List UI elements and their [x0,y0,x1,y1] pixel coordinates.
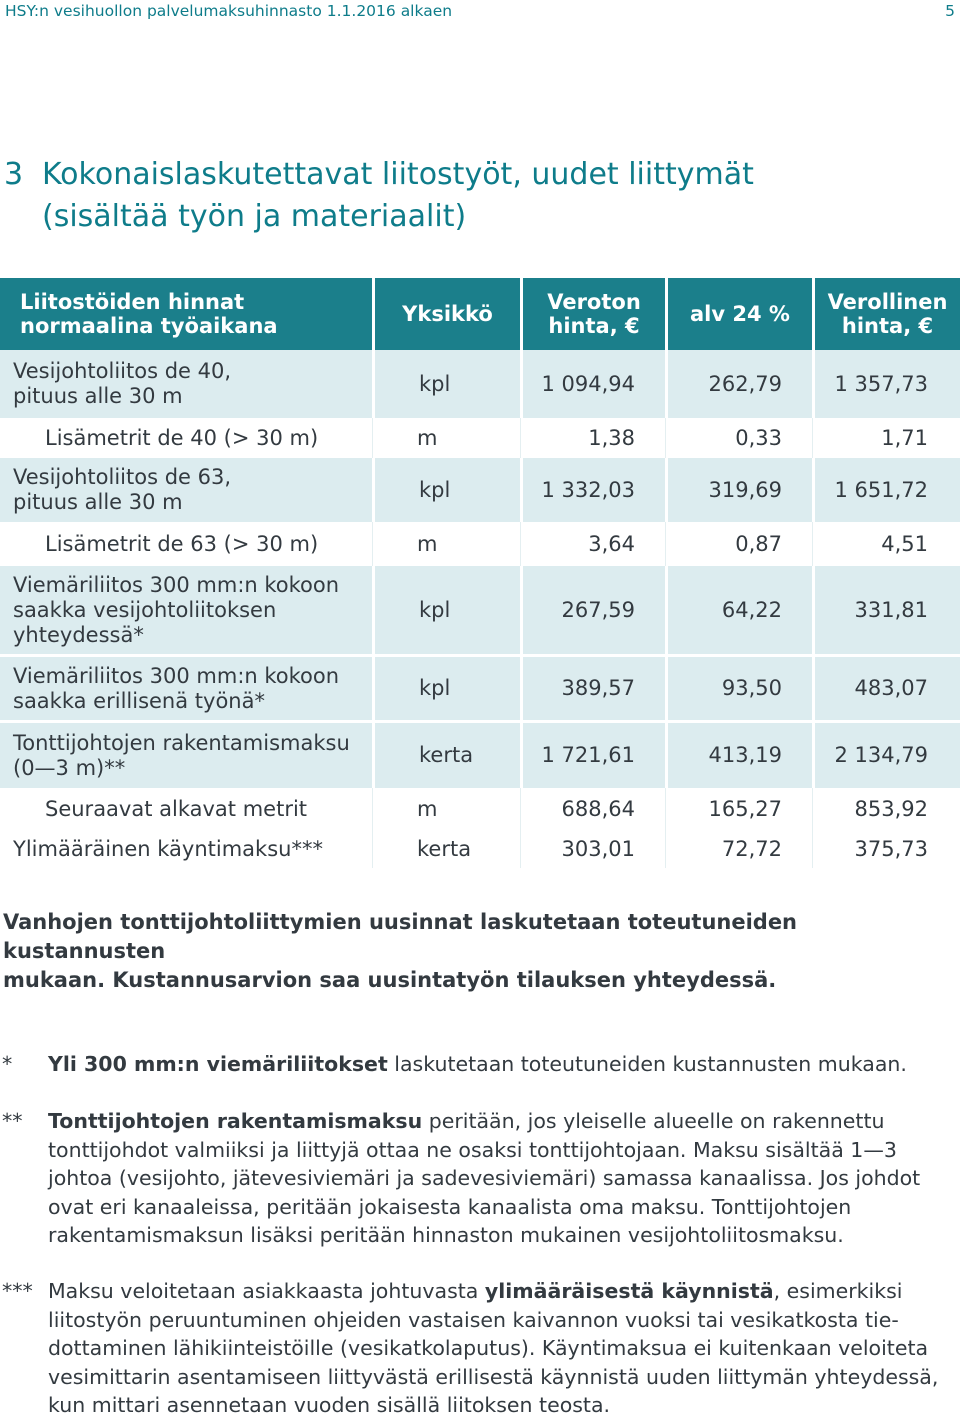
footnote-text: johtoa (vesijohto, jätevesiviemäri ja sadevesiviemäri) samassa kanaalissa. Jos johdot [48,1166,921,1190]
row-unit: kerta [372,720,520,788]
row-unit: m [372,788,520,830]
row-gross-price: 1,71 [812,418,960,458]
table-row [0,720,960,788]
row-net-price: 1 332,03 [520,458,665,522]
page-header [5,2,955,24]
row-label-line: Tonttijohtojen rakentamismaksu [13,730,350,755]
header-gross-line2: hinta, € [841,314,934,338]
table-row [0,418,960,458]
row-net-price: 267,59 [520,566,665,654]
table-row [0,654,960,720]
row-gross-price: 853,92 [812,788,960,830]
row-gross-price: 4,51 [812,522,960,566]
row-gross-price: 375,73 [812,830,960,868]
table-row [0,458,960,522]
row-label-line: Viemäriliitos 300 mm:n kokoon [13,572,340,597]
row-vat: 413,19 [665,720,812,788]
footnote-text: dottaminen lähikiinteistöille (vesikatkolaputus). Käyntimaksua ei kuitenkaan veloiteta [48,1336,929,1360]
row-label-line: Viemäriliitos 300 mm:n kokoon [13,663,340,688]
row-label: Lisämetrit de 63 (> 30 m) [45,531,319,556]
row-label: Lisämetrit de 40 (> 30 m) [45,425,319,450]
page-number: 5 [945,2,955,20]
row-gross-price: 2 134,79 [812,720,960,788]
row-unit: kpl [372,566,520,654]
row-net-price: 1 094,94 [520,350,665,418]
row-vat: 93,50 [665,654,812,720]
footnote-text: vesimittarin asentamiseen liittyvästä erillisestä käynnistä uuden liittymän yhteydessä, [48,1364,939,1389]
table-row [0,830,960,868]
renewal-note-line2: mukaan. Kustannusarvion saa uusintatyön tilauksen yhteydessä. [3,968,777,992]
footnote-text: laskutetaan toteutuneiden kustannusten mukaan. [387,1052,907,1076]
row-unit: kpl [372,654,520,720]
row-label-line: pituus alle 30 m [13,384,183,408]
footnote-2 [0,1107,955,1250]
row-vat: 0,87 [665,522,812,566]
header-net-line2: hinta, € [548,314,640,338]
footnote-text: Maksu veloitetaan asiakkaasta johtuvasta [48,1279,485,1303]
row-vat: 72,72 [665,830,812,868]
row-net-price: 688,64 [520,788,665,830]
header-service-line2: normaalina työaikana [20,314,278,338]
row-vat: 64,22 [665,566,812,654]
footnote-bold: Tonttijohtojen rakentamismaksu [48,1109,423,1133]
row-label [0,654,372,720]
document-title: HSY:n vesihuollon palvelumaksuhinnasto 1.1.2016 alkaen [5,2,453,20]
table-row [0,788,960,830]
row-net-price: 303,01 [520,830,665,868]
row-unit: m [372,522,520,566]
renewal-note [3,908,958,995]
footnote-text: peritään, jos yleiselle alueelle on rakennettu [422,1109,885,1133]
header-service [0,278,372,350]
section-title-line1: Kokonaislaskutettavat liitostyöt, uudet liittymät [42,157,754,192]
section-title-line2: (sisältää työn ja materiaalit) [42,199,467,234]
row-gross-price: 1 651,72 [812,458,960,522]
header-gross-line1: Verollinen [827,290,948,314]
row-label-line: pituus alle 30 m [13,490,183,514]
footnote-text: liitostyön peruuntuminen ohjeiden vastaisen kaivannon vuoksi tai vesikatkosta tie- [48,1307,899,1332]
row-unit: kpl [372,458,520,522]
row-gross-price: 331,81 [812,566,960,654]
row-label-line: Vesijohtoliitos de 63, [13,465,232,489]
header-vat: alv 24 % [665,278,812,350]
row-net-price: 389,57 [520,654,665,720]
table-header-row [0,278,960,350]
row-label [0,350,372,418]
header-net-price [520,278,665,350]
row-label [0,458,372,522]
row-unit: kerta [372,830,520,868]
row-gross-price: 483,07 [812,654,960,720]
row-label [0,720,372,788]
footnote-text: rakentamismaksun lisäksi peritään hinnaston mukainen vesijohtoliitosmaksu. [48,1223,844,1247]
header-net-line1: Veroton [547,290,641,314]
footnote-marker: *** [2,1279,33,1303]
footnote-bold: Yli 300 mm:n viemäriliitokset [48,1052,388,1076]
header-gross-price [812,278,960,350]
row-vat: 165,27 [665,788,812,830]
footnote-bold: ylimääräisestä käynnistä [484,1279,774,1303]
row-label-line: (0—3 m)** [13,755,126,780]
row-label-line: saakka vesijohtoliitoksen [13,597,277,622]
renewal-note-line1: Vanhojen tonttijohtoliittymien uusinnat laskutetaan toteutuneiden kustannusten [3,910,798,963]
row-label-line: yhteydessä* [13,622,144,647]
section-number: 3 [4,157,24,192]
row-label: Seuraavat alkavat metrit [45,796,308,821]
row-gross-price: 1 357,73 [812,350,960,418]
footnote-1 [0,1050,955,1079]
header-service-line1: Liitostöiden hinnat [20,290,245,314]
row-vat: 0,33 [665,418,812,458]
footnote-3 [0,1277,955,1420]
table-row [0,566,960,654]
footnote-text: kun mittari asennetaan vuoden sisällä liitoksen teosta. [48,1393,611,1417]
row-vat: 262,79 [665,350,812,418]
row-label-line: Vesijohtoliitos de 40, [13,359,232,383]
footnote-text: tonttijohdot valmiiksi ja liittyjä ottaa ne osaksi tonttijohtojaan. Maksu sisältää 1—3 [48,1137,897,1162]
row-label-line: saakka erillisenä työnä* [13,688,265,713]
footnote-marker: * [2,1052,13,1076]
price-table [0,278,960,868]
footnote-text: , esimerkiksi [773,1279,903,1303]
row-vat: 319,69 [665,458,812,522]
table-row [0,522,960,566]
row-net-price: 1,38 [520,418,665,458]
row-label: Ylimääräinen käyntimaksu*** [13,836,323,861]
row-label [0,566,372,654]
row-net-price: 1 721,61 [520,720,665,788]
footnote-marker: ** [2,1109,23,1133]
footnote-text: ovat eri kanaaleissa, peritään jokaisesta kanaalista oma maksu. Tonttijohtojen [48,1194,852,1219]
row-net-price: 3,64 [520,522,665,566]
header-unit: Yksikkö [372,278,520,350]
row-unit: kpl [372,350,520,418]
row-unit: m [372,418,520,458]
section-heading [4,154,754,238]
table-row [0,350,960,418]
